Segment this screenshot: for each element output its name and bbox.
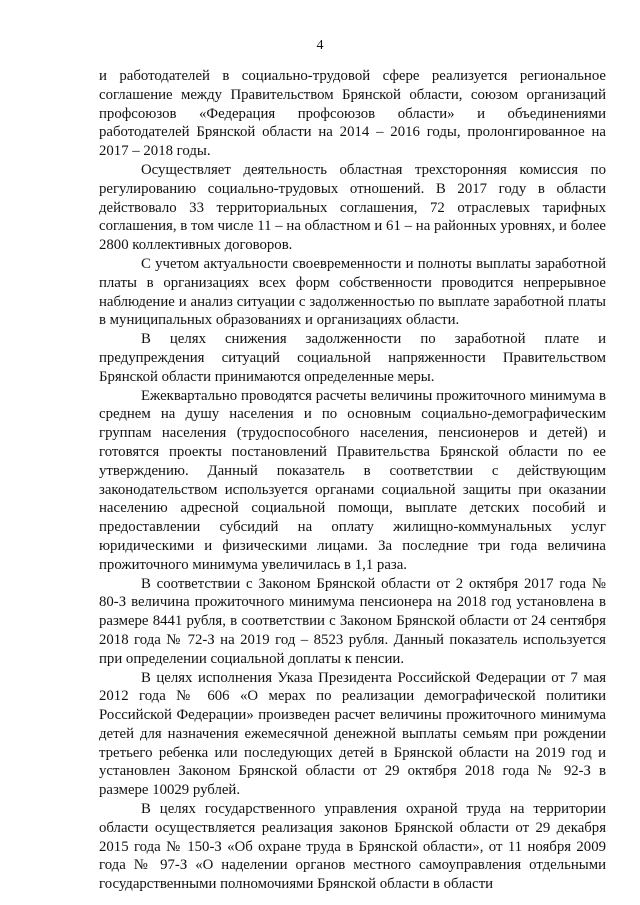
paragraph-wage-monitoring: С учетом актуальности своевременности и полноты выплаты заработной платы в организациях всех форм собственности проводится непрерывное наблюдение и анализ ситуации с задолженностью по выплате заработной платы в муниципальных образованиях и организациях области. bbox=[99, 255, 606, 329]
paragraph-labor-protection: В целях государственного управления охраной труда на территории области осуществляется реализация законов Брянской области от 29 декабря 2015 года № 150-З «Об охране труда в Брянской области», от 11 ноября 2009 года № 97-З «О наделении органов местного самоуправления отдельными государственными полномочиями Брянской области в области bbox=[99, 801, 606, 893]
paragraph-pensioner-minimum: В соответствии с Законом Брянской области от 2 октября 2017 года № 80-З величина прожиточного минимума пенсионера на 2018 год установлена в размере 8441 рубля, в соответствии с Законом Брянской области от 24 сентября 2018 года № 72-З на 2019 год – 8523 рубля. Данный показатель используется при определении социальной доплаты к пенсии. bbox=[99, 575, 606, 667]
page-number: 4 bbox=[316, 38, 324, 53]
document-body bbox=[99, 67, 606, 894]
paragraph-child-minimum: В целях исполнения Указа Президента Российской Федерации от 7 мая 2012 года № 606 «О мерах по реализации демографической политики Российской Федерации» произведен расчет величины прожиточного минимума детей для назначения ежемесячной денежной выплаты семьям при рождении третьего ребенка или последующих детей в Брянской области на 2019 год и установлен Законом Брянской области от 29 октября 2018 года № 92-З в размере 10029 рублей. bbox=[99, 669, 606, 799]
paragraph-regional-agreement: и работодателей в социально-трудовой сфере реализуется региональное соглашение между Правительством Брянской области, союзом организаций профсоюзов «Федерация профсоюзов области» и объединениями работодателей Брянской области на 2014 – 2016 годы, пролонгированное на 2017 – 2018 годы. bbox=[99, 68, 606, 160]
paragraph-tripartite-commission: Осуществляет деятельность областная трехсторонняя комиссия по регулированию социально-трудовых отношений. В 2017 году в области действовало 33 территориальных соглашения, 72 отраслевых тарифных соглашения, в том числе 11 – на областном и 61 – на районных уровнях, и более 2800 коллективных договоров. bbox=[99, 161, 606, 254]
paragraph-subsistence-minimum: Ежеквартально проводятся расчеты величины прожиточного минимума в среднем на душу населения и по основным социально-демографическим группам населения (трудоспособного населения, пенсионеров и детей) и готовятся проекты постановлений Правительства Брянской области по ее утверждению. Данный показатель в соответствии с действующим законодательством используется органами социальной защиты при оказании населению адресной социальной помощи, выплате детских пособий и предоставлении субсидий на оплату жилищно-коммунальных услуг юридическими и физическими лицами. За последние три года величина прожиточного минимума увеличилась в 1,1 раза. bbox=[99, 387, 606, 573]
paragraph-debt-reduction: В целях снижения задолженности по заработной плате и предупреждения ситуаций социальной напряженности Правительством Брянской области принимаются определенные меры. bbox=[99, 331, 606, 385]
